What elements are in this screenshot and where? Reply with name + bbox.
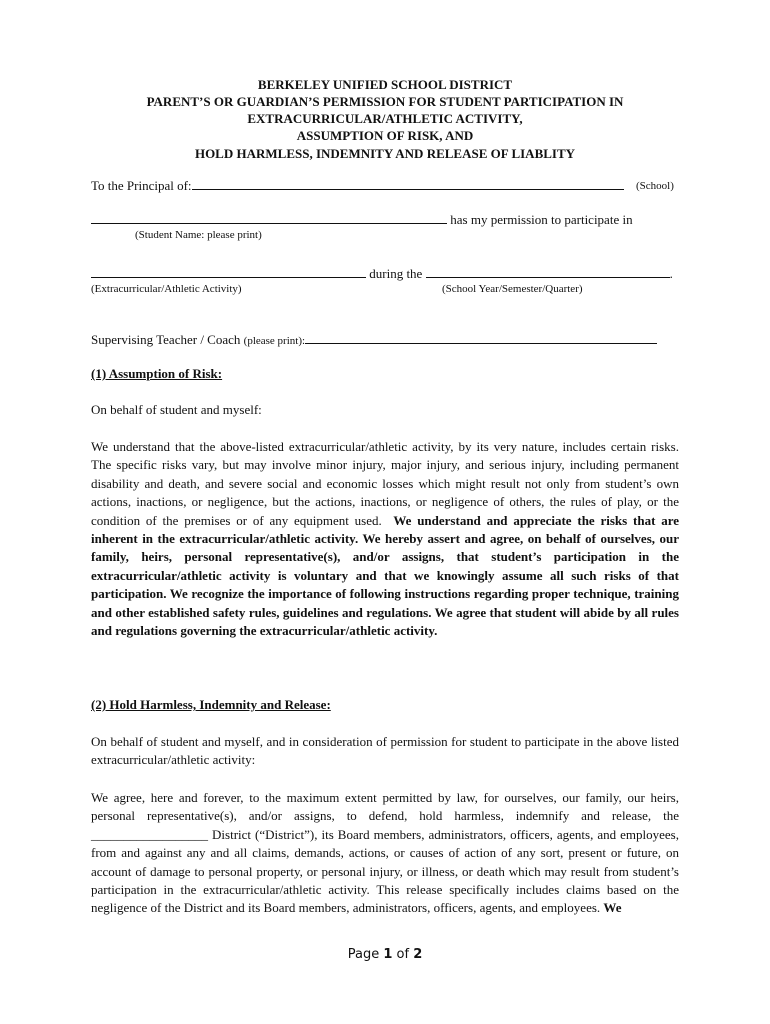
line-period: . [669, 266, 673, 281]
principal-line [91, 178, 624, 194]
risk-text: We understand that the above-listed extracurricular/athletic activity, by its very nature, includes certain risks. The specific risks vary, but may involve minor injury, major injury, and serious injury, including permanent disability and death, and severe social and economic losses which might result not only from student’s own actions, inactions, or negligence, but the actions, inactions, or negligence of others, the rules of play, or the condition of the premises or of any equipment used. [91, 439, 679, 528]
principal-label: To the Principal of: [91, 178, 192, 193]
section-1-intro: On behalf of student and myself: [91, 402, 262, 417]
permission-text: has my permission to participate in [450, 212, 633, 227]
of-word: of [396, 947, 410, 962]
supervisor-hint: (please print): [243, 335, 306, 347]
school-period-field[interactable] [426, 266, 670, 278]
section-2-intro: On behalf of student and myself, and in consideration of permission for student to participate in the above listed extracurricular/athletic activity: [91, 734, 679, 768]
supervisor-label: Supervising Teacher / Coach [91, 332, 241, 347]
section-2-heading: (2) Hold Harmless, Indemnity and Release: [91, 697, 331, 712]
student-name-field[interactable] [91, 212, 447, 224]
form-title-line-4: HOLD HARMLESS, INDEMNITY AND RELEASE OF LIABLITY [194, 146, 576, 161]
page-total: 2 [413, 947, 423, 962]
supervisor-line [91, 332, 657, 348]
page-current: 1 [383, 947, 393, 962]
school-suffix: (School) [636, 180, 674, 192]
page-word: Page [347, 947, 380, 962]
period-caption: (School Year/Semester/Quarter) [442, 283, 583, 295]
activity-period-line [91, 266, 673, 282]
hold-harmless-text-2: District (“District”), its Board members, administrators, officers, agents, and employees, from and against any and all claims, demands, actions, or causes of action of any sort, present or future, on account of damage to personal property, or personal injury, or illness, or death which may result from student’s participation in the extracurricular/athletic activity. This release specifically includes claims based on the negligence of the District and its Board members, administrators, officers, agents, and employees. [91, 826, 679, 916]
hold-harmless-text-1: We agree, here and forever, to the maximum extent permitted by law, for ourselves, our family, our heirs, personal representative(s), and/or assigns, to defend, hold harmless, indemnify and release, the [91, 790, 679, 824]
form-title-line-3: ASSUMPTION OF RISK, AND [296, 128, 474, 143]
district-name: BERKELEY UNIFIED SCHOOL DISTRICT [257, 77, 513, 92]
supervisor-field[interactable] [305, 332, 657, 344]
activity-caption: (Extracurricular/Athletic Activity) [91, 283, 242, 295]
district-name-blank[interactable]: __________________ [91, 826, 208, 842]
during-text: during the [369, 266, 423, 281]
student-permission-line [91, 212, 633, 228]
hold-harmless-paragraph [91, 789, 679, 918]
section-1-heading: (1) Assumption of Risk: [91, 366, 223, 381]
school-name-field[interactable] [192, 178, 624, 190]
form-title-line-1: PARENT’S OR GUARDIAN’S PERMISSION FOR STUDENT PARTICIPATION IN [146, 94, 624, 109]
activity-field[interactable] [91, 266, 366, 278]
form-title-line-2: EXTRACURRICULAR/ATHLETIC ACTIVITY, [247, 111, 523, 126]
risk-acknowledgement: We understand and appreciate the risks that are inherent in the extracurricular/athletic activity. We hereby assert and agree, on behalf of ourselves, our family, heirs, personal representative(s), and/or assigns, that student’s participation in the extracurricular/athletic activity is voluntary and that we knowingly assume all such risks of that participation. We recognize the importance of following instructions regarding proper technique, training and other established safety rules, guidelines and regulations. We agree that student will abide by all rules and regulations governing the extracurricular/athletic activity. [91, 512, 680, 639]
hold-harmless-trailing: We [603, 900, 622, 916]
student-name-caption: (Student Name: please print) [135, 229, 262, 241]
assumption-of-risk-paragraph [91, 438, 679, 640]
page-number [0, 947, 770, 962]
